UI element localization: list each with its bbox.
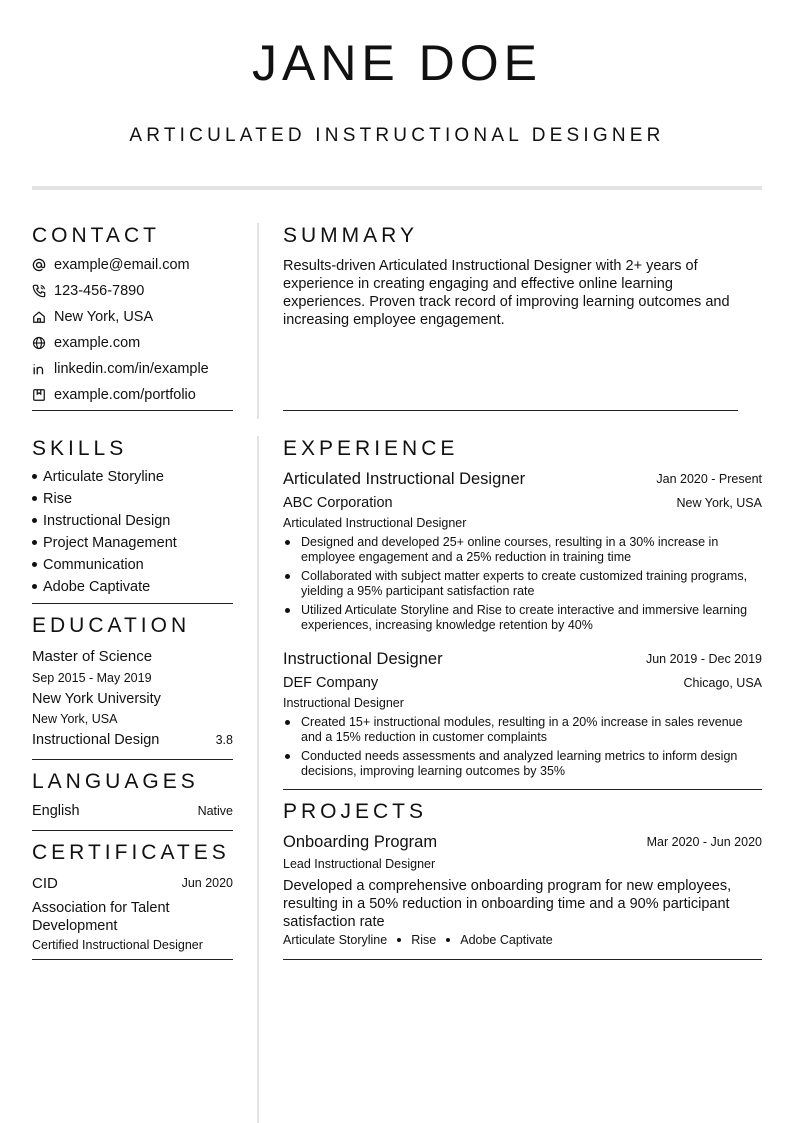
skills-divider: [32, 603, 233, 604]
job-company: ABC Corporation: [283, 495, 393, 511]
job-bullet: Created 15+ instructional modules, resulting in a 20% increase in sales revenue and a 15% reduction in customer complaints: [283, 715, 762, 745]
contact-phone[interactable]: [32, 281, 144, 301]
linkedin-icon: [32, 362, 46, 376]
education-dates: Sep 2015 - May 2019: [32, 671, 152, 685]
job-bullets: [283, 535, 762, 637]
job-bullets: [283, 715, 762, 783]
skill-item: Adobe Captivate: [32, 579, 150, 595]
skill-item: Rise: [32, 491, 72, 507]
project-tool: Articulate Storyline: [283, 933, 388, 947]
project-dates: Mar 2020 - Jun 2020: [646, 835, 762, 849]
skill-item: Articulate Storyline: [32, 469, 164, 485]
language-name: English: [32, 803, 80, 819]
education-gpa: 3.8: [215, 733, 233, 747]
job-bullet: Designed and developed 25+ online courses, resulting in a 30% increase in employee engagement and a 25% reduction in training time: [283, 535, 762, 565]
summary-text: Results-driven Articulated Instructional Designer with 2+ years of experience in creating engaging and effective online learning experiences. Proven track record of improving learning outcomes and increasing employee engagement.: [283, 258, 730, 328]
job-bullet: Conducted needs assessments and analyzed learning metrics to inform design decisions, improving learning outcomes by 35%: [283, 749, 762, 779]
education-degree: Master of Science: [32, 648, 153, 665]
job-title: Instructional Designer: [283, 650, 443, 668]
bullet-separator: [397, 938, 401, 942]
column-divider: [257, 223, 259, 419]
column-divider: [257, 436, 259, 1123]
education-heading: EDUCATION: [32, 614, 191, 637]
globe-icon: [32, 336, 46, 350]
contact-portfolio[interactable]: [32, 385, 196, 405]
contact-location-text: New York, USA: [54, 309, 154, 325]
certificates-heading: CERTIFICATES: [32, 841, 230, 864]
job-company: DEF Company: [283, 675, 379, 691]
phone-icon: [32, 284, 46, 298]
contact-portfolio-text: example.com/portfolio: [54, 387, 196, 403]
language-level: Native: [197, 804, 233, 818]
home-icon: [32, 310, 46, 324]
languages-heading: LANGUAGES: [32, 770, 199, 793]
resume-title: ARTICULATED INSTRUCTIONAL DESIGNER: [129, 125, 665, 146]
project-tools: [283, 933, 553, 947]
skills-heading: SKILLS: [32, 437, 128, 460]
contact-email-text: example@email.com: [54, 257, 190, 273]
experience-heading: EXPERIENCE: [283, 437, 459, 460]
bullet-separator: [446, 938, 450, 942]
summary-divider: [283, 410, 738, 411]
contact-linkedin[interactable]: [32, 359, 209, 379]
job-location: Chicago, USA: [683, 676, 762, 690]
project-name: Onboarding Program: [283, 833, 438, 851]
contact-website[interactable]: [32, 333, 140, 353]
certificate-description: Certified Instructional Designer: [32, 938, 203, 952]
resume-name: JANE DOE: [251, 35, 543, 91]
certificate-date: Jun 2020: [181, 876, 233, 890]
project-tool: Adobe Captivate: [460, 933, 553, 947]
header-divider: [32, 186, 762, 190]
skill-item: Communication: [32, 557, 144, 573]
job-title: Articulated Instructional Designer: [283, 470, 526, 488]
job-dates: Jun 2019 - Dec 2019: [645, 652, 762, 666]
skill-item: Instructional Design: [32, 513, 170, 529]
portfolio-icon: [32, 388, 46, 402]
project-tool: Rise: [411, 933, 437, 947]
job-dates: Jan 2020 - Present: [656, 472, 762, 486]
summary-heading: SUMMARY: [283, 224, 418, 247]
education-location: New York, USA: [32, 712, 118, 726]
projects-heading: PROJECTS: [283, 800, 428, 823]
languages-divider: [32, 830, 233, 831]
education-divider: [32, 759, 233, 760]
contact-divider: [32, 410, 233, 411]
education-field: Instructional Design: [32, 732, 160, 748]
certificates-divider: [32, 959, 233, 960]
projects-divider: [283, 959, 762, 960]
experience-divider: [283, 789, 762, 790]
contact-location: [32, 307, 153, 327]
job-role: Articulated Instructional Designer: [283, 516, 467, 530]
project-description: Developed a comprehensive onboarding program for new employees, resulting in a 50% reduction in onboarding time and a 90% participant satisfaction rate: [283, 878, 732, 930]
contact-email[interactable]: [32, 255, 190, 275]
job-bullet: Utilized Articulate Storyline and Rise to create interactive and immersive learning experiences, increasing knowledge retention by 40%: [283, 603, 762, 633]
job-location: New York, USA: [676, 496, 762, 510]
at-sign-icon: [32, 258, 46, 272]
project-role: Lead Instructional Designer: [283, 857, 436, 871]
contact-linkedin-text: linkedin.com/in/example: [54, 361, 209, 377]
education-school: New York University: [32, 691, 161, 707]
job-bullet: Collaborated with subject matter experts to create customized training programs, yielding a 95% participant satisfaction rate: [283, 569, 762, 599]
certificate-issuer: Association for Talent Development: [32, 900, 170, 934]
certificate-name: CID: [32, 875, 58, 892]
job-role: Instructional Designer: [283, 696, 404, 710]
contact-website-text: example.com: [54, 335, 141, 351]
contact-heading: CONTACT: [32, 224, 160, 247]
contact-phone-text: 123-456-7890: [54, 283, 145, 299]
skill-item: Project Management: [32, 535, 177, 551]
